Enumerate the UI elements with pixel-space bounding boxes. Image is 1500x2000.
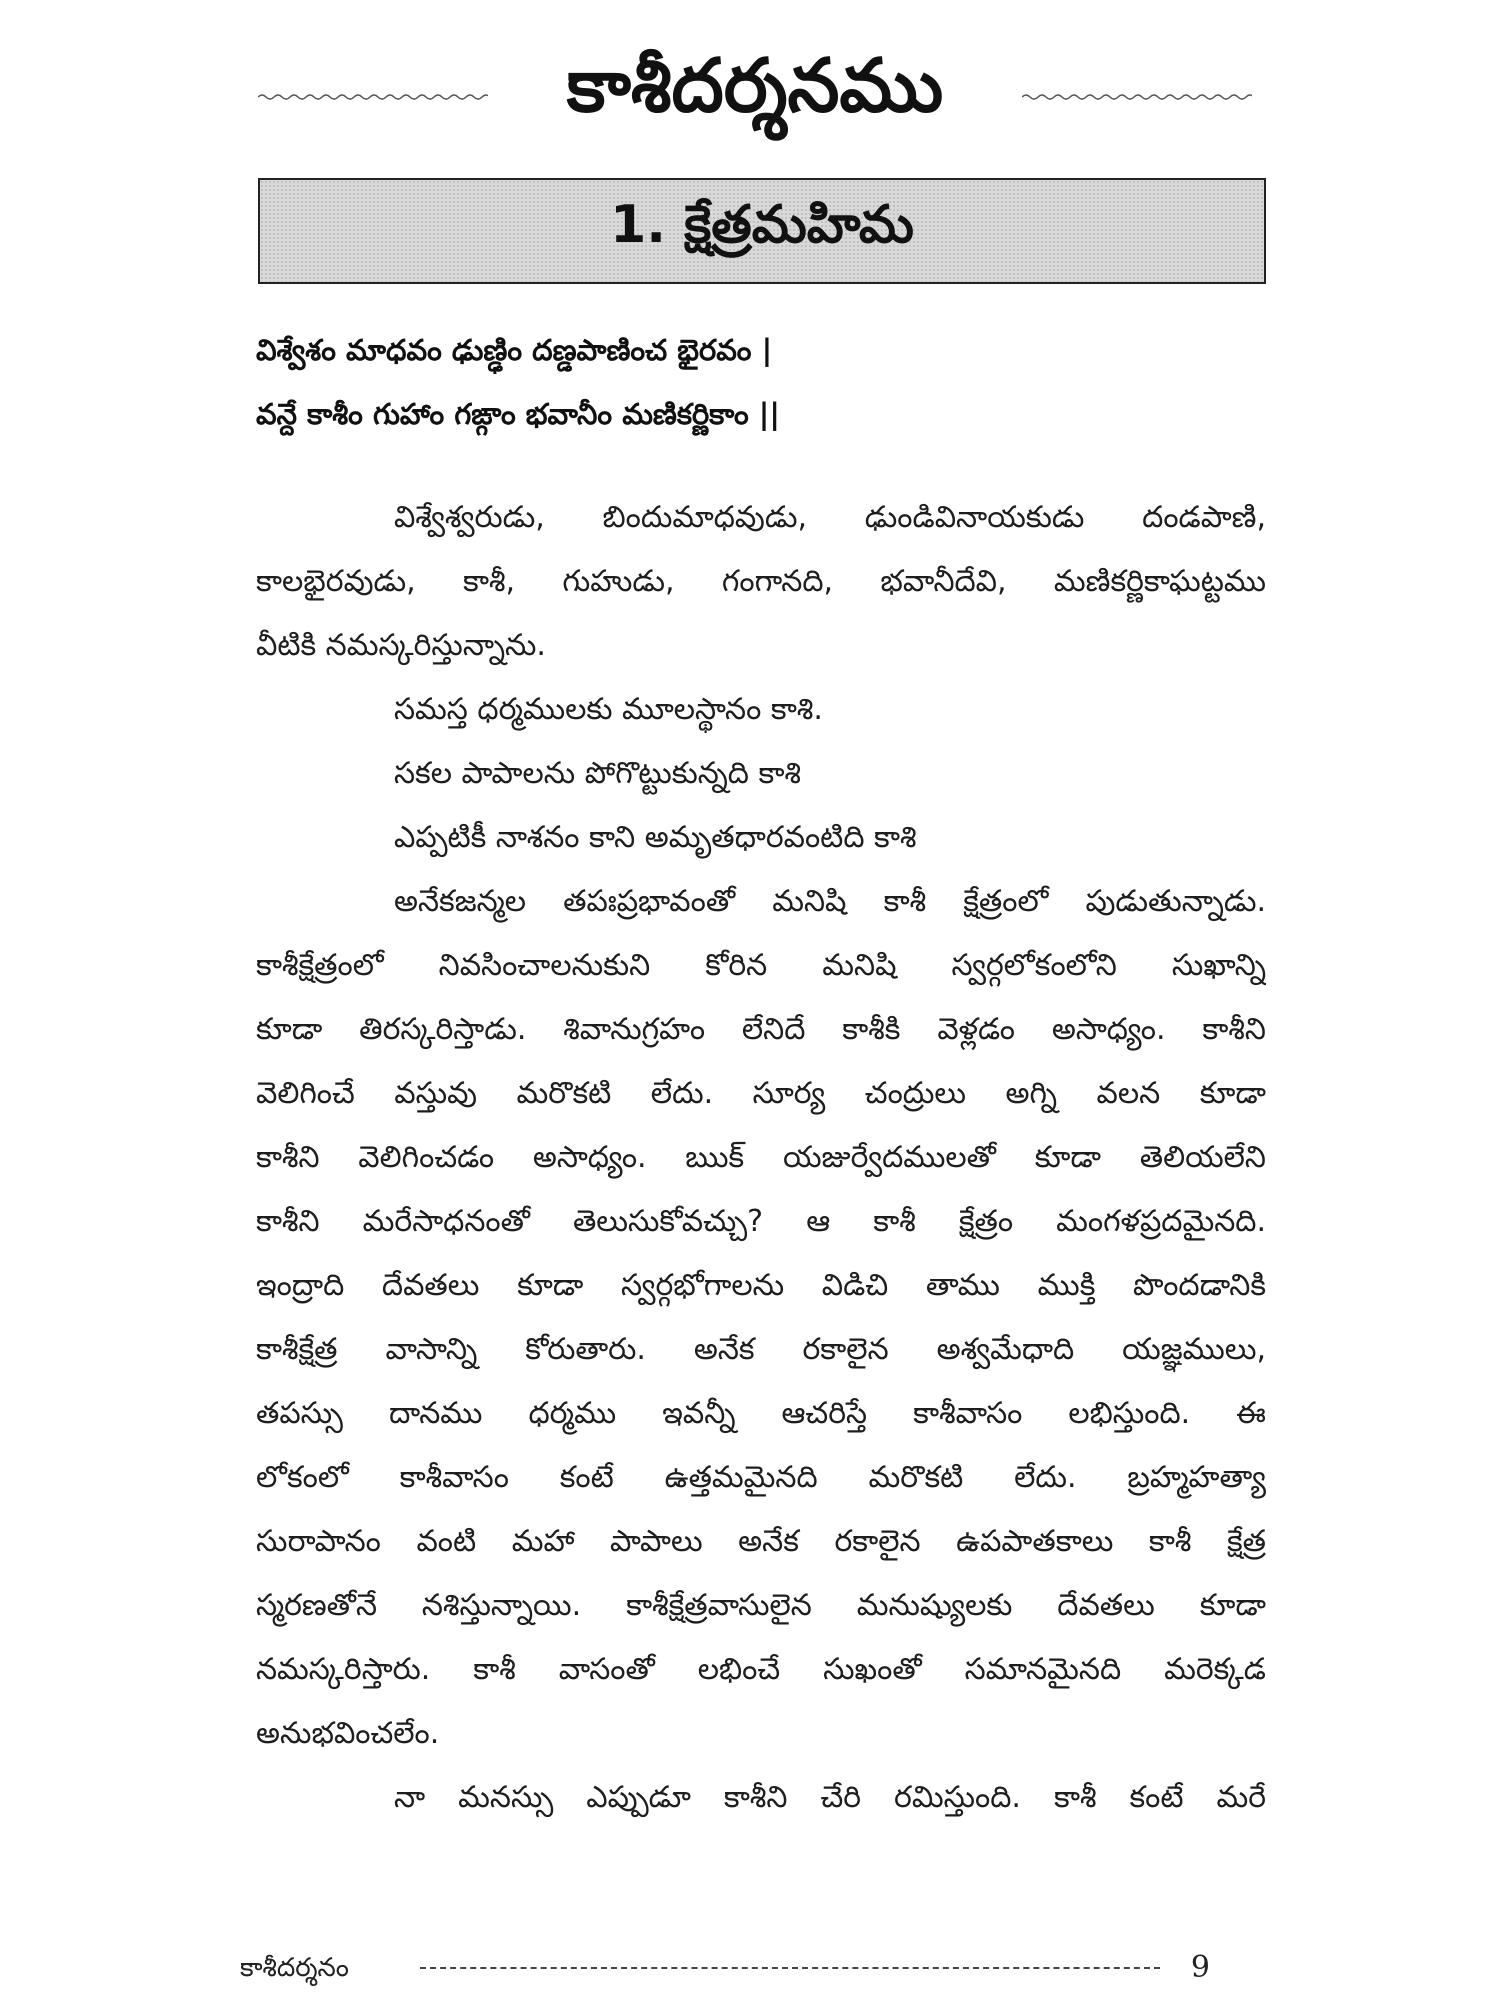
book-title: కాశీదర్శనము: [566, 43, 944, 129]
text-line: విశ్వేశ్వరుడు, బిందుమాధవుడు, ఢుండివినాయకుడు దండపాణి,: [394, 500, 1266, 535]
text-line: నమస్కరిస్తారు. కాశీ వాసంతో లభించే సుఖంతో సమానమైనది మరెక్కడ: [256, 1652, 1266, 1687]
chapter-title: 1. క్షేత్రమహిమ: [610, 194, 914, 255]
text-line: లోకంలో కాశీవాసం కంటే ఉత్తమమైనది మరొకటి లేదు. బ్రహ్మహత్యా: [256, 1460, 1266, 1495]
body-text: [256, 486, 1266, 1830]
text-line: కాలభైరవుడు, కాశీ, గుహుడు, గంగానది, భవానీదేవి, మణికర్ణికాఘట్టము: [256, 564, 1266, 599]
text-line: కాశీక్షేత్ర వాసాన్ని కోరుతారు. అనేక రకాలైన అశ్వమేధాది యజ్ఞములు,: [256, 1332, 1266, 1367]
text-line: అనేకజన్మల తపఃప్రభావంతో మనిషి కాశీ క్షేత్రంలో పుడుతున్నాడు.: [394, 884, 1266, 919]
text-line: తపస్సు దానము ధర్మము ఇవన్నీ ఆచరిస్తే కాశీవాసం లభిస్తుంది. ఈ: [256, 1396, 1266, 1431]
text-line: కాశీని వెలిగించడం అసాధ్యం. ఋక్ యజుర్వేదములతో కూడా తెలియలేని: [256, 1140, 1266, 1175]
page-number: 9: [1190, 1950, 1210, 1985]
footer-running-title: కాశీదర్శనం: [240, 1953, 349, 1983]
sloka-line: వన్దే కాశీం గుహాం గఙ్గాం భవానీం మణికర్ణికాం ||: [256, 397, 780, 431]
sloka-line: విశ్వేశం మాధవం ఢుణ్ఢిం దణ్డపాణించ భైరవం |: [256, 333, 773, 367]
wave-ornament-right: [1022, 92, 1252, 102]
text-line: సకల పాపాలను పోగొట్టుకున్నది కాశి: [394, 756, 801, 791]
text-line: సురాపానం వంటి మహా పాపాలు అనేక రకాలైన ఉపపాతకాలు కాశీ క్షేత్ర: [256, 1524, 1266, 1559]
chapter-heading-box: [258, 178, 1266, 284]
text-line: అనుభవించలేం.: [256, 1716, 440, 1751]
text-line: కూడా తిరస్కరిస్తాడు. శివానుగ్రహం లేనిదే కాశీకి వెళ్లడం అసాధ్యం. కాశీని: [256, 1012, 1266, 1047]
wave-ornament-left: [258, 92, 488, 102]
text-line: కాశీని మరేసాధనంతో తెలుసుకోవచ్చు? ఆ కాశీ క్షేత్రం మంగళప్రదమైనది.: [256, 1204, 1266, 1239]
sloka-block: [256, 318, 1266, 446]
footer-dashed-rule: [420, 1967, 1160, 1969]
page-footer: [240, 1948, 1270, 1988]
text-line: నా మనస్సు ఎప్పుడూ కాశీని చేరి రమిస్తుంది. కాశీ కంటే మరే: [394, 1780, 1266, 1815]
text-line: సమస్త ధర్మములకు మూలస్థానం కాశి.: [394, 692, 823, 727]
text-line: కాశీక్షేత్రంలో నివసించాలనుకుని కోరిన మనిషి స్వర్గలోకంలోని సుఖాన్ని: [256, 948, 1266, 983]
text-line: వీటికి నమస్కరిస్తున్నాను.: [256, 628, 546, 663]
text-line: వెలిగించే వస్తువు మరొకటి లేదు. సూర్య చంద్రులు అగ్ని వలన కూడా: [256, 1076, 1266, 1111]
text-line: ఇంద్రాది దేవతలు కూడా స్వర్గభోగాలను విడిచి తాము ముక్తి పొందడానికి: [256, 1268, 1266, 1303]
text-line: ఎప్పటికీ నాశనం కాని అమృతధారవంటిది కాశి: [394, 820, 917, 855]
text-line: స్మరణతోనే నశిస్తున్నాయి. కాశీక్షేత్రవాసులైన మనుష్యులకు దేవతలు కూడా: [256, 1588, 1266, 1623]
title-row: [250, 40, 1260, 150]
